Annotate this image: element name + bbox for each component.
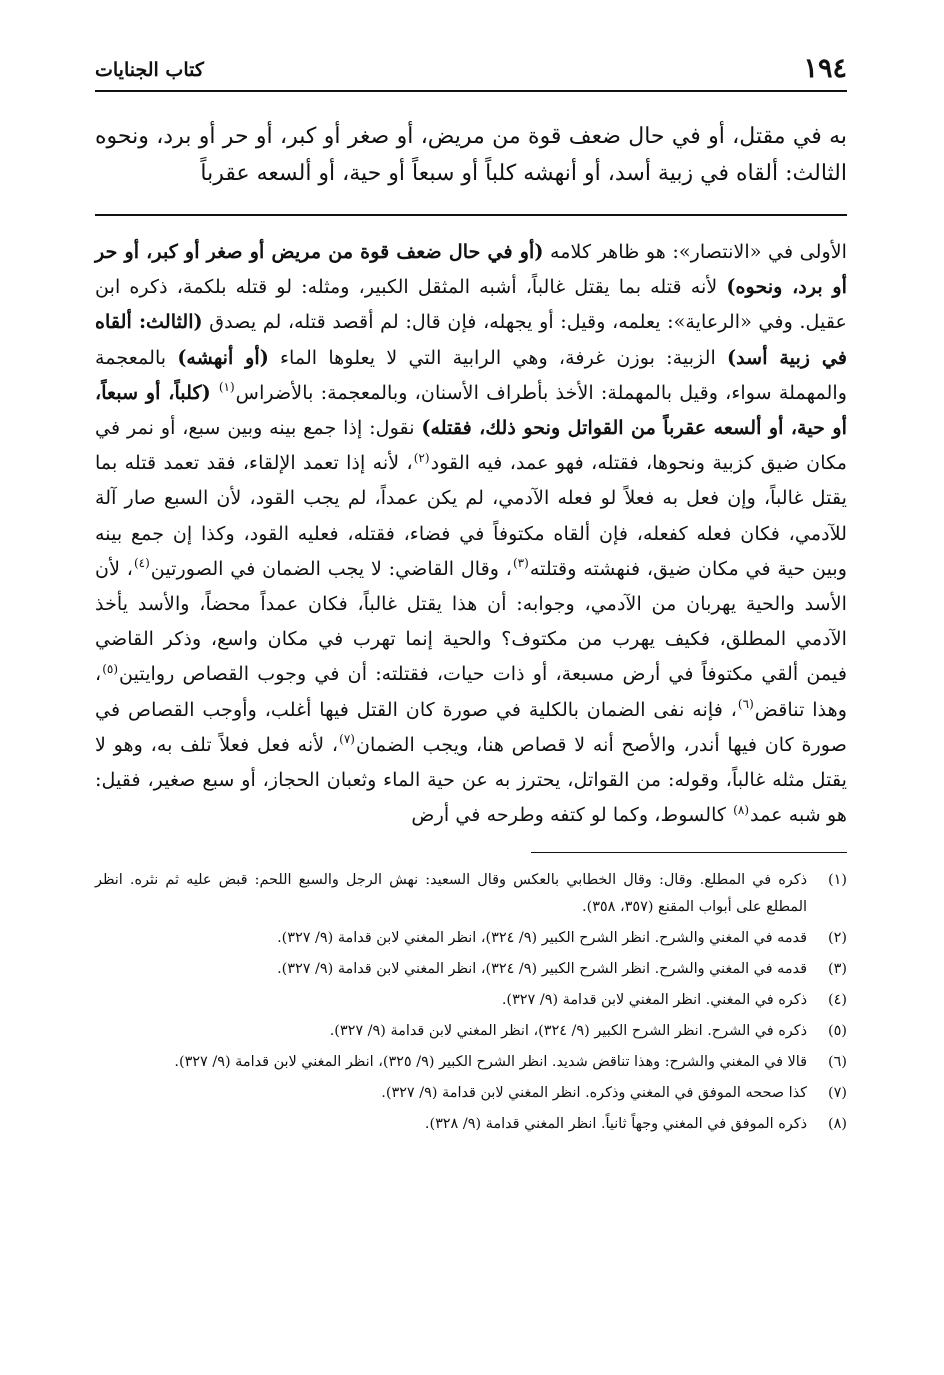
footnote-reference: (٣) — [512, 556, 529, 571]
footnote — [95, 867, 847, 921]
footnote — [95, 1049, 847, 1076]
footnote-divider — [531, 852, 847, 853]
commentary-text: ، وهذا تناقض — [95, 662, 847, 721]
footnote-reference: (٢) — [413, 450, 430, 465]
footnote-text: قدمه في المغني والشرح. انظر الشرح الكبير (٩/ ٣٢٤)، انظر المغني لابن قدامة (٩/ ٣٢٧). — [277, 930, 807, 947]
quoted-matn-phrase: (أو في حال ضعف قوة من مريض أو صغر أو كبر، أو حر أو برد، ونحوه) — [95, 240, 847, 299]
footnote-text: كذا صححه الموفق في المغني وذكره. انظر المغني لابن قدامة (٩/ ٣٢٧). — [381, 1085, 807, 1102]
quoted-matn-phrase: (الثالث: ألقاه في زبية أسد) — [95, 310, 847, 369]
footnote-reference: (٤) — [133, 556, 150, 571]
book-page — [95, 50, 847, 1142]
footnote-number: (٤) — [828, 992, 847, 1009]
commentary-text: بالمعجمة والمهملة سواء، وقيل بالمهملة: الأخذ بأطراف الأسنان، وبالمعجمة: بالأضراس — [95, 345, 847, 404]
footnote-number: (٥) — [828, 1023, 847, 1040]
book-title: كتاب الجنايات — [95, 56, 204, 84]
commentary-text: ، وقال القاضي: لا يجب الضمان في الصورتين — [150, 556, 512, 580]
commentary-text: كالسوط، وكما لو كتفه وطرحه في أرض — [411, 803, 733, 827]
commentary-text: ، فإنه نفى الضمان بالكلية في صورة كان القتل فيها أغلب، وأوجب القصاص في صورة كان فيها أندر، والأصح أنه لا قصاص هنا، ويجب الضمان — [95, 697, 847, 756]
footnote — [95, 1080, 847, 1107]
commentary-text: الأولى في «الانتصار»: هو ظاهر كلامه — [543, 240, 847, 263]
quoted-matn-phrase: (أو أنهشه) — [177, 345, 269, 369]
footnote-number: (٨) — [828, 1116, 847, 1133]
footnote — [95, 925, 847, 952]
footnote — [95, 1111, 847, 1138]
commentary-text: نقول: إذا جمع بينه وبين سبع، أو نمر في مكان ضيق كزبية ونحوها، فقتله، فهو عمد، فيه القود — [95, 416, 847, 475]
footnote-reference: (٦) — [737, 697, 754, 712]
footnote-number: (٦) — [828, 1054, 847, 1071]
running-header — [95, 50, 847, 92]
footnote-text: ذكره الموفق في المغني وجهاً ثانياً. انظر المغني قدامة (٩/ ٣٢٨). — [424, 1116, 807, 1133]
commentary-text: ، لأنه فعل فعلاً تلف به، وهو لا يقتل مثله غالباً، وقوله: من القواتل، يحترز به عن حية الماء وثعبان الحجاز، أو سبع صغير، فقيل: هو شبه عمد — [95, 732, 847, 827]
commentary-text: ، لأن الأسد والحية يهربان من الآدمي، وجوابه: أن هذا يقتل غالباً، فكان عمداً محضاً، والأسد يأخذ الآدمي المطلق، فكيف يهرب من مكتوف؟ والحية إنما تهرب في مكان واسع، وذكر القاضي فيمن ألقي مكتوفاً في أرض مسبعة، أو ذات حيات، فقتلته: أن في وجوب القصاص روايتين — [95, 556, 847, 686]
main-text — [95, 118, 847, 192]
footnote-text: قدمه في المغني والشرح. انظر الشرح الكبير (٩/ ٣٢٤)، انظر المغني لابن قدامة (٩/ ٣٢٧). — [277, 961, 807, 978]
footnote-text: ذكره في المطلع. وقال: وقال الخطابي بالعكس وقال السعيد: نهش الرجل والسبع اللحم: قبض عليه ثم نثره. انظر المطلع على أبواب المقنع (٣٥٧، ٣٥٨). — [95, 872, 807, 916]
footnote-reference: (٥) — [102, 662, 119, 677]
footnote-number: (١) — [828, 872, 847, 889]
commentary-paragraph — [95, 234, 847, 832]
commentary-text: لأنه قتله بما يقتل غالباً، أشبه المثقل الكبير، ومثله: لو قتله بلكمة، ذكره ابن عقيل. وفي «الرعاية»: يعلمه، وقيل: أو يجهله، فإن قال: لم أقصد قتله، لم يصدق — [95, 275, 848, 334]
page-number: ١٩٤ — [803, 53, 847, 84]
footnote-number: (٧) — [828, 1085, 847, 1102]
text-commentary-divider — [95, 214, 847, 216]
footnote-text: ذكره في المغني. انظر المغني لابن قدامة (٩/ ٣٢٧). — [501, 992, 807, 1009]
footnote — [95, 987, 847, 1014]
footnote-reference: (١) — [218, 380, 235, 395]
footnote-reference: (٨) — [733, 802, 749, 817]
footnote-text: قالا في المغني والشرح: وهذا تناقض شديد. انظر الشرح الكبير (٩/ ٣٢٥)، انظر المغني لابن قدامة (٩/ ٣٢٧). — [174, 1054, 807, 1071]
quoted-matn-phrase: (كلباً، أو سبعاً، أو حية، أو ألسعه عقرباً من القواتل ونحو ذلك، فقتله) — [95, 380, 847, 440]
main-text-paragraph: به في مقتل، أو في حال ضعف قوة من مريض، أو صغر أو كبر، أو حر أو برد، ونحوه الثالث: ألقاه في زبية أسد، أو أنهشه كلباً أو سبعاً أو حية، أو ألسعه عقرباً — [95, 124, 847, 186]
footnotes — [95, 867, 847, 1138]
commentary-text: ، لأنه إذا تعمد الإلقاء، فقد تعمد قتله بما يقتل غالباً، وإن فعل به فعلاً لو فعله الآدمي، لم يكن عمداً، لم يجب القود، لأن السبع صار آلة للآدمي، فكان فعله كفعله، فإن ألقاه مكتوفاً في فضاء، فقتله، فعليه القود، وكذا إن جمع بينه وبين حية في مكان ضيق، فنهشته وقتلته — [95, 451, 847, 580]
commentary — [95, 234, 847, 832]
footnote-reference: (٧) — [339, 732, 355, 747]
footnote-number: (٣) — [828, 961, 847, 978]
footnote — [95, 1018, 847, 1045]
commentary-text — [211, 381, 218, 404]
footnote-text: ذكره في الشرح. انظر الشرح الكبير (٩/ ٣٢٤)، انظر المغني لابن قدامة (٩/ ٣٢٧). — [329, 1023, 807, 1040]
footnote — [95, 956, 847, 983]
footnote-number: (٢) — [828, 930, 847, 947]
commentary-text: الزبية: بوزن غرفة، وهي الرابية التي لا يعلوها الماء — [268, 345, 728, 369]
